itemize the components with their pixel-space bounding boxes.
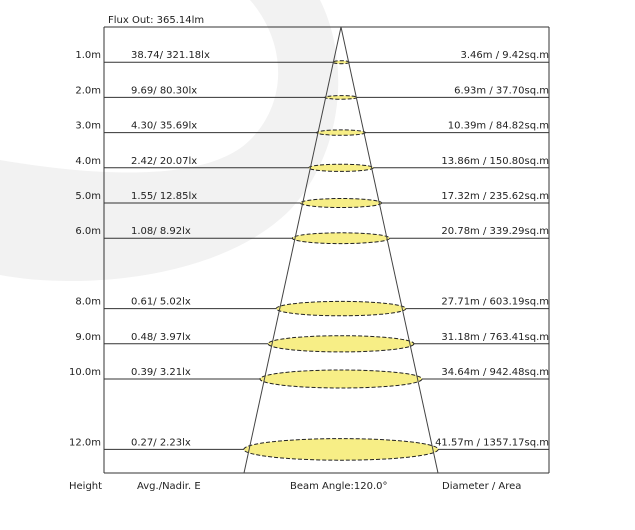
beam-spot-ellipse (301, 199, 382, 208)
beam-row (75, 332, 549, 352)
footer-diameter-label: Diameter / Area (442, 481, 522, 492)
height-label: 8.0m (75, 296, 101, 308)
beam-spot-ellipse (276, 301, 406, 315)
beam-spot-ellipse (260, 370, 422, 388)
diameter-area-label: 17.32m / 235.62sq.m (441, 191, 549, 202)
beam-spot-ellipse (317, 130, 366, 135)
beam-spot-ellipse (325, 96, 357, 100)
height-label: 12.0m (68, 437, 101, 449)
height-label: 2.0m (75, 85, 101, 97)
height-label: 5.0m (75, 191, 101, 202)
illuminance-label: 4.30/ 35.69lx (131, 120, 198, 132)
diameter-area-label: 27.71m / 603.19sq.m (441, 296, 549, 308)
beam-spot-ellipse (268, 336, 414, 352)
height-label: 6.0m (75, 226, 101, 238)
beam-right-edge (341, 27, 438, 473)
illuminance-label: 0.48/ 3.97lx (131, 331, 191, 343)
watermark-arc (0, 0, 338, 281)
flux-out-label: Flux Out: 365.14lm (108, 15, 205, 26)
diameter-area-label: 6.93m / 37.70sq.m (454, 85, 549, 97)
height-label: 1.0m (75, 50, 101, 62)
diameter-area-label: 13.86m / 150.80sq.m (441, 155, 549, 167)
illuminance-label: 0.27/ 2.23lx (131, 437, 191, 449)
beam-spot-ellipse (309, 164, 374, 171)
beam-spot-ellipse (292, 233, 389, 244)
height-label: 10.0m (68, 367, 101, 378)
beam-row (75, 297, 549, 316)
beam-row (69, 367, 549, 388)
illuminance-label: 0.61/ 5.02lx (131, 296, 191, 308)
illuminance-label: 38.74/ 321.18lx (131, 50, 210, 62)
diameter-area-label: 3.46m / 9.42sq.m (460, 50, 549, 62)
beam-spot-ellipse (244, 439, 438, 461)
diameter-area-label: 20.78m / 339.29sq.m (441, 226, 549, 238)
height-label: 9.0m (75, 331, 101, 343)
diameter-area-label: 10.39m / 84.82sq.m (447, 120, 549, 132)
beam-spot-ellipse (333, 61, 349, 64)
illuminance-label: 9.69/ 80.30lx (131, 85, 198, 97)
footer-beam-angle-label: Beam Angle:120.0° (290, 481, 388, 492)
diameter-area-label: 34.64m / 942.48sq.m (441, 367, 549, 378)
illuminance-label: 1.08/ 8.92lx (131, 226, 191, 238)
illuminance-label: 1.55/ 12.85lx (131, 191, 198, 202)
illuminance-label: 2.42/ 20.07lx (131, 155, 198, 167)
diameter-area-label: 41.57m / 1357.17sq.m (435, 437, 549, 449)
height-label: 3.0m (75, 120, 101, 132)
beam-row (69, 437, 549, 460)
footer-illuminance-label: Avg./Nadir. E (137, 481, 201, 492)
height-label: 4.0m (75, 155, 101, 167)
diameter-area-label: 31.18m / 763.41sq.m (441, 331, 549, 343)
footer-height-label: Height (69, 481, 103, 492)
illuminance-label: 0.39/ 3.21lx (131, 367, 191, 378)
